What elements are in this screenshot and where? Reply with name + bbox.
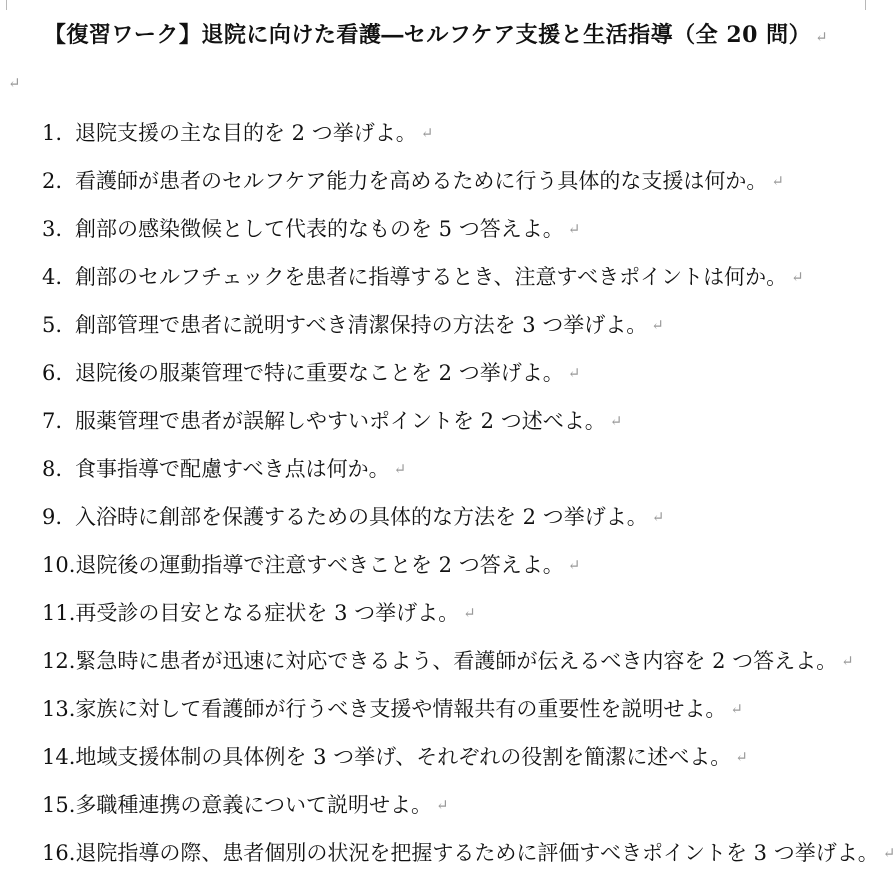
paragraph-mark-icon: ↵	[609, 412, 623, 430]
paragraph-mark-icon: ↵	[771, 172, 784, 190]
question-number: 7.	[42, 409, 63, 433]
question-text: 退院後の服薬管理で特に重要なことを 2 つ挙げよ。	[75, 361, 564, 385]
page-corner-mark-right	[865, 0, 866, 10]
paragraph-mark-icon: ↵	[567, 364, 581, 382]
question-item[interactable]	[42, 116, 895, 164]
paragraph-mark-icon: ↵	[815, 28, 829, 46]
question-text: 退院指導の際、患者個別の状況を把握するために評価すべきポイントを 3 つ挙げよ。	[75, 841, 879, 865]
question-item[interactable]	[42, 836, 895, 884]
question-number: 3.	[42, 217, 63, 241]
question-text: 創部管理で患者に説明すべき清潔保持の方法を 3 つ挙げよ。	[75, 313, 648, 337]
question-text: 家族に対して看護師が行うべき支援や情報共有の重要性を説明せよ。	[75, 697, 727, 721]
paragraph-mark-icon: ↵	[8, 74, 21, 92]
question-text: 服薬管理で患者が誤解しやすいポイントを 2 つ述べよ。	[75, 409, 606, 433]
paragraph-mark-icon: ↵	[651, 316, 664, 334]
document-title-paragraph[interactable]	[0, 18, 872, 49]
question-item[interactable]	[42, 500, 895, 548]
question-number: 14.	[42, 745, 76, 769]
question-item[interactable]	[42, 260, 895, 308]
question-item[interactable]	[42, 692, 895, 740]
question-number: 10.	[42, 553, 76, 577]
question-text: 食事指導で配慮すべき点は何か。	[75, 457, 390, 481]
question-number: 11.	[42, 601, 76, 625]
question-item[interactable]	[42, 548, 895, 596]
question-item[interactable]	[42, 164, 895, 212]
question-item[interactable]	[42, 788, 895, 836]
question-item[interactable]	[42, 644, 895, 692]
paragraph-mark-icon: ↵	[436, 796, 449, 814]
question-item[interactable]	[42, 308, 895, 356]
question-text: 退院支援の主な目的を 2 つ挙げよ。	[75, 121, 417, 145]
question-number: 13.	[42, 697, 76, 721]
paragraph-mark-icon: ↵	[567, 556, 581, 574]
question-item[interactable]	[42, 404, 895, 452]
question-list	[42, 116, 895, 884]
question-text: 入浴時に創部を保護するための具体的な方法を 2 つ挙げよ。	[75, 505, 648, 529]
question-text: 緊急時に患者が迅速に対応できるよう、看護師が伝えるべき内容を 2 つ答えよ。	[75, 649, 838, 673]
paragraph-mark-icon: ↵	[393, 460, 407, 478]
question-text: 地域支援体制の具体例を 3 つ挙げ、それぞれの役割を簡潔に述べよ。	[75, 745, 732, 769]
question-number: 8.	[42, 457, 63, 481]
question-item[interactable]	[42, 596, 895, 644]
paragraph-mark-icon: ↵	[567, 220, 581, 238]
question-text: 退院後の運動指導で注意すべきことを 2 つ答えよ。	[75, 553, 564, 577]
question-item[interactable]	[42, 452, 895, 500]
question-number: 15.	[42, 793, 76, 817]
question-number: 4.	[42, 265, 63, 289]
question-text: 看護師が患者のセルフケア能力を高めるために行う具体的な支援は何か。	[75, 169, 768, 193]
question-item[interactable]	[42, 356, 895, 404]
page-corner-mark-left	[6, 0, 7, 10]
paragraph-mark-icon: ↵	[730, 700, 743, 718]
empty-paragraph[interactable]	[8, 74, 21, 92]
paragraph-mark-icon: ↵	[651, 508, 665, 526]
question-item[interactable]	[42, 740, 895, 788]
question-text: 創部のセルフチェックを患者に指導するとき、注意すべきポイントは何か。	[75, 265, 788, 289]
question-number: 1.	[42, 121, 63, 145]
question-number: 16.	[42, 841, 76, 865]
question-number: 9.	[42, 505, 63, 529]
question-number: 12.	[42, 649, 76, 673]
question-item[interactable]	[42, 212, 895, 260]
paragraph-mark-icon: ↵	[882, 844, 895, 862]
paragraph-mark-icon: ↵	[463, 604, 476, 622]
paragraph-mark-icon: ↵	[791, 268, 804, 286]
question-number: 6.	[42, 361, 63, 385]
paragraph-mark-icon: ↵	[735, 748, 748, 766]
document-title: 【復習ワーク】退院に向けた看護―セルフケア支援と生活指導（全 20 問）	[43, 22, 812, 48]
paragraph-mark-icon: ↵	[420, 124, 434, 142]
question-text: 再受診の目安となる症状を 3 つ挙げよ。	[75, 601, 460, 625]
question-number: 5.	[42, 313, 63, 337]
question-text: 多職種連携の意義について説明せよ。	[75, 793, 432, 817]
question-number: 2.	[42, 169, 63, 193]
question-text: 創部の感染徴候として代表的なものを 5 つ答えよ。	[75, 217, 564, 241]
paragraph-mark-icon: ↵	[841, 652, 854, 670]
